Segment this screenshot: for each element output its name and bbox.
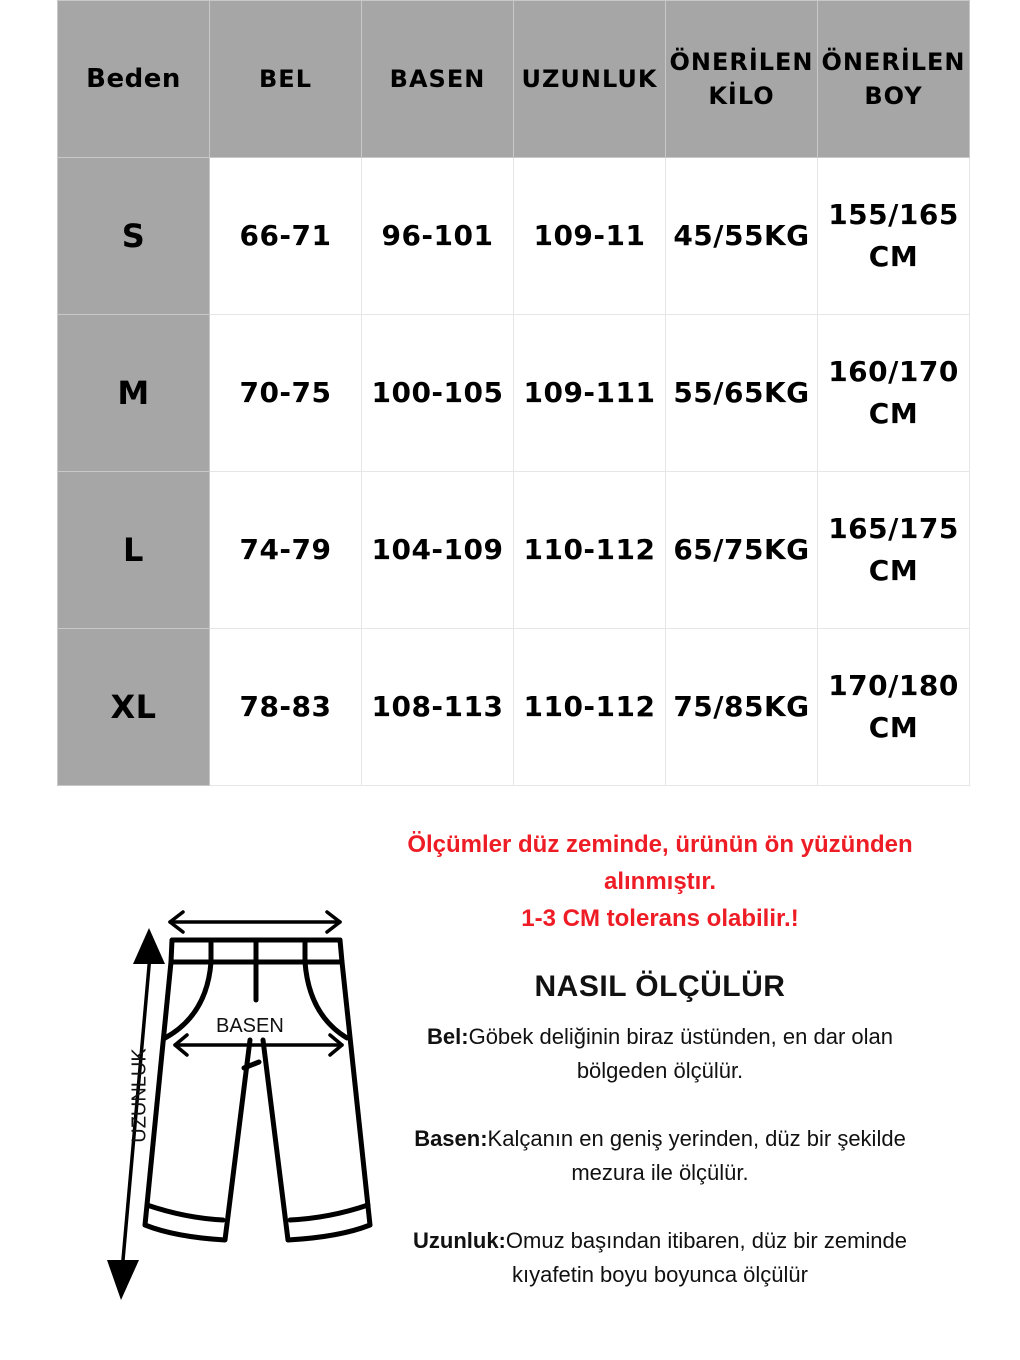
instruction-basen: [380, 1122, 940, 1190]
header-label: BASEN: [389, 65, 486, 93]
boy-value: 165/175: [828, 512, 959, 545]
table-header-row: [58, 1, 970, 158]
uzunluk-diagram-label: UZUNLUK: [128, 1048, 151, 1143]
instruction-text: Kalçanın en geniş yerinden, düz bir şekilde: [487, 1126, 906, 1151]
kilo-cell: 55/65KG: [666, 315, 818, 472]
instruction-bel: [380, 1020, 940, 1088]
uzunluk-cell: 110-112: [514, 472, 666, 629]
header-label: Beden: [86, 64, 181, 94]
uzunluk-cell: 109-111: [514, 315, 666, 472]
boy-value: 160/170: [828, 355, 959, 388]
boy-cell: [818, 629, 970, 786]
instruction-label: Uzunluk:: [413, 1228, 506, 1253]
instruction-text: kıyafetin boyu boyunca ölçülür: [512, 1262, 808, 1287]
instruction-text: mezura ile ölçülür.: [571, 1160, 749, 1185]
size-cell: M: [58, 315, 210, 472]
kilo-cell: 45/55KG: [666, 158, 818, 315]
basen-cell: 104-109: [362, 472, 514, 629]
basen-cell: 108-113: [362, 629, 514, 786]
kilo-cell: 65/75KG: [666, 472, 818, 629]
header-label: UZUNLUK: [521, 65, 658, 93]
kilo-cell: 75/85KG: [666, 629, 818, 786]
uzunluk-cell: 110-112: [514, 629, 666, 786]
size-cell: XL: [58, 629, 210, 786]
boy-value: 170/180: [828, 669, 959, 702]
boy-unit: CM: [868, 240, 919, 273]
header-label: BEL: [259, 65, 312, 93]
instruction-uzunluk: [380, 1224, 940, 1292]
boy-cell: [818, 158, 970, 315]
how-to-measure-title: NASIL ÖLÇÜLÜR: [534, 970, 786, 1003]
basen-cell: 96-101: [362, 158, 514, 315]
table-row: [58, 158, 970, 315]
instruction-label: Basen:: [414, 1126, 488, 1151]
instruction-text: Göbek deliğinin biraz üstünden, en dar olan: [468, 1024, 893, 1049]
header-bel: [210, 1, 362, 158]
size-chart-table: [57, 0, 970, 786]
size-cell: S: [58, 158, 210, 315]
table-row: [58, 472, 970, 629]
header-label: BOY: [864, 82, 923, 110]
boy-cell: [818, 472, 970, 629]
instruction-text: Omuz başından itibaren, düz bir zeminde: [505, 1228, 907, 1253]
header-beden: [58, 1, 210, 158]
basen-diagram-label: BASEN: [216, 1015, 284, 1037]
boy-unit: CM: [868, 554, 919, 587]
boy-unit: CM: [868, 711, 919, 744]
table-row: [58, 629, 970, 786]
notice-line: alınmıştır.: [603, 868, 717, 895]
header-basen: [362, 1, 514, 158]
header-label: ÖNERİLEN: [821, 48, 966, 76]
boy-unit: CM: [868, 397, 919, 430]
boy-value: 155/165: [828, 198, 959, 231]
header-onerilen-kilo: [666, 1, 818, 158]
size-cell: L: [58, 472, 210, 629]
basen-cell: 100-105: [362, 315, 514, 472]
measurement-notice: [380, 826, 940, 937]
instruction-text: bölgeden ölçülür.: [576, 1058, 744, 1083]
boy-cell: [818, 315, 970, 472]
uzunluk-cell: 109-11: [514, 158, 666, 315]
bel-cell: 78-83: [210, 629, 362, 786]
tolerance-notice: 1-3 CM tolerans olabilir.!: [521, 905, 799, 932]
header-onerilen-boy: [818, 1, 970, 158]
header-label: ÖNERİLEN: [669, 48, 814, 76]
bel-cell: 74-79: [210, 472, 362, 629]
header-label: KİLO: [708, 82, 775, 110]
table-row: [58, 315, 970, 472]
notice-line: Ölçümler düz zeminde, ürünün ön yüzünden: [407, 831, 913, 858]
instruction-label: Bel:: [427, 1024, 469, 1049]
bel-cell: 66-71: [210, 158, 362, 315]
header-uzunluk: [514, 1, 666, 158]
bel-cell: 70-75: [210, 315, 362, 472]
